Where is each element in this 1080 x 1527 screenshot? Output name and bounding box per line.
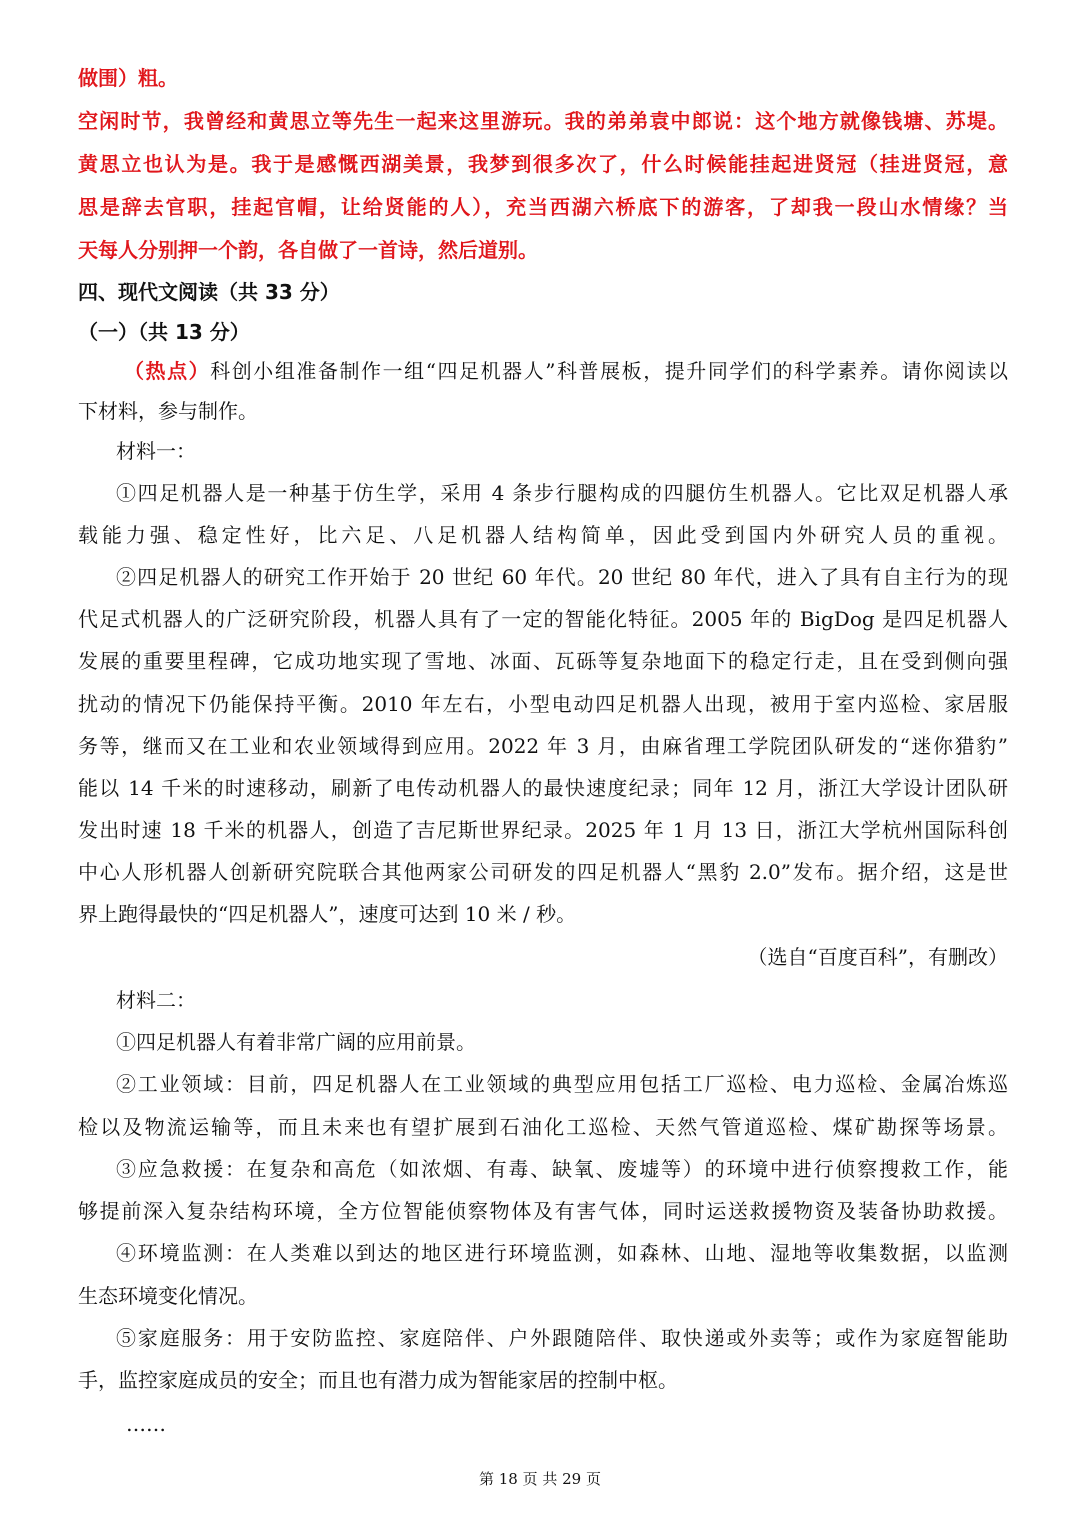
material2-p2-line-1: ②工业领域：目前，四足机器人在工业领域的典型应用包括工厂巡检、电力巡检、金属冶炼巡 bbox=[116, 1072, 1008, 1096]
section-title: 四、现代文阅读（共 33 分） bbox=[78, 280, 340, 304]
material2-p3-line-1: ③应急救援：在复杂和高危（如浓烟、有毒、缺氧、废墟等）的环境中进行侦察搜救工作，能 bbox=[116, 1157, 1008, 1181]
material1-p2-line-7: 发出时速 18 千米的机器人，创造了吉尼斯世界纪录。2025 年 1 月 13 日，浙江大学杭州国际科创 bbox=[78, 818, 1008, 842]
translation-line-2: 空闲时节，我曾经和黄思立等先生一起来这里游玩。我的弟弟袁中郎说：这个地方就像钱塘、苏堤。 bbox=[78, 109, 1008, 133]
material1-p2-line-8: 中心人形机器人创新研究院联合其他两家公司研发的四足机器人“黑豹 2.0”发布。据介绍，这是世 bbox=[78, 860, 1008, 884]
translation-line-3: 黄思立也认为是。我于是感慨西湖美景，我梦到很多次了，什么时候能挂起进贤冠（挂进贤冠，意 bbox=[78, 152, 1008, 176]
section-subtitle: （一）（共 13 分） bbox=[78, 320, 250, 344]
material2-p5-line-1: ⑤家庭服务：用于安防监控、家庭陪伴、户外跟随陪伴、取快递或外卖等；或作为家庭智能助 bbox=[116, 1326, 1008, 1350]
translation-line-5: 天每人分别押一个韵，各自做了一首诗，然后道别。 bbox=[78, 238, 538, 262]
material2-p2-line-2: 检以及物流运输等，而且未来也有望扩展到石油化工巡检、天然气管道巡检、煤矿勘探等场景。 bbox=[78, 1115, 1008, 1139]
material1-source: （选自“百度百科”，有删改） bbox=[747, 945, 1008, 969]
material2-p3-line-2: 够提前深入复杂结构环境，全方位智能侦察物体及有害气体，同时运送救援物资及装备协助救援。 bbox=[78, 1199, 1008, 1223]
page-number-footer: 第 18 页 共 29 页 bbox=[478, 1470, 601, 1488]
material1-p2-line-9: 界上跑得最快的“四足机器人”，速度可达到 10 米 / 秒。 bbox=[78, 902, 577, 926]
material1-p2-line-4: 扰动的情况下仍能保持平衡。2010 年左右，小型电动四足机器人出现，被用于室内巡检、家居服 bbox=[78, 692, 1008, 716]
material1-p2-line-5: 务等，继而又在工业和农业领域得到应用。2022 年 3 月，由麻省理工学院团队研发的“迷你猎豹” bbox=[78, 734, 1008, 758]
material1-p2-line-2: 代足式机器人的广泛研究阶段，机器人具有了一定的智能化特征。2005 年的 BigDog 是四足机器人 bbox=[78, 607, 1008, 631]
ellipsis: …… bbox=[126, 1412, 166, 1436]
translation-line-4: 思是辞去官职，挂起官帽，让给贤能的人），充当西湖六桥底下的游客，了却我一段山水情缘？当 bbox=[78, 195, 1008, 219]
intro-text: 科创小组准备制作一组“四足机器人”科普展板，提升同学们的科学素养。请你阅读以 bbox=[210, 359, 1008, 383]
material2-p4-line-2: 生态环境变化情况。 bbox=[78, 1284, 258, 1308]
material2-p1: ①四足机器人有着非常广阔的应用前景。 bbox=[116, 1030, 476, 1054]
material1-p1-line-1: ①四足机器人是一种基于仿生学，采用 4 条步行腿构成的四腿仿生机器人。它比双足机器人承 bbox=[116, 481, 1008, 505]
material2-p5-line-2: 手，监控家庭成员的安全；而且也有潜力成为智能家居的控制中枢。 bbox=[78, 1368, 678, 1392]
intro-line-1 bbox=[124, 357, 1008, 385]
material1-p2-line-1: ②四足机器人的研究工作开始于 20 世纪 60 年代。20 世纪 80 年代，进入了具有自主行为的现 bbox=[116, 565, 1008, 589]
material1-p2-line-6: 能以 14 千米的时速移动，刷新了电传动机器人的最快速度纪录；同年 12 月，浙江大学设计团队研 bbox=[78, 776, 1008, 800]
intro-line-2: 下材料，参与制作。 bbox=[78, 399, 258, 423]
material1-p1-line-2: 载能力强、稳定性好，比六足、八足机器人结构简单，因此受到国内外研究人员的重视。 bbox=[78, 523, 1008, 547]
material1-label: 材料一： bbox=[116, 439, 196, 463]
hot-topic-tag: （热点） bbox=[124, 359, 211, 383]
material2-label: 材料二： bbox=[116, 988, 196, 1012]
material1-p2-line-3: 发展的重要里程碑，它成功地实现了雪地、冰面、瓦砾等复杂地面下的稳定行走，且在受到侧向强 bbox=[78, 649, 1008, 673]
translation-line-1: 做围）粗。 bbox=[78, 66, 178, 90]
material2-p4-line-1: ④环境监测：在人类难以到达的地区进行环境监测，如森林、山地、湿地等收集数据，以监测 bbox=[116, 1241, 1008, 1265]
